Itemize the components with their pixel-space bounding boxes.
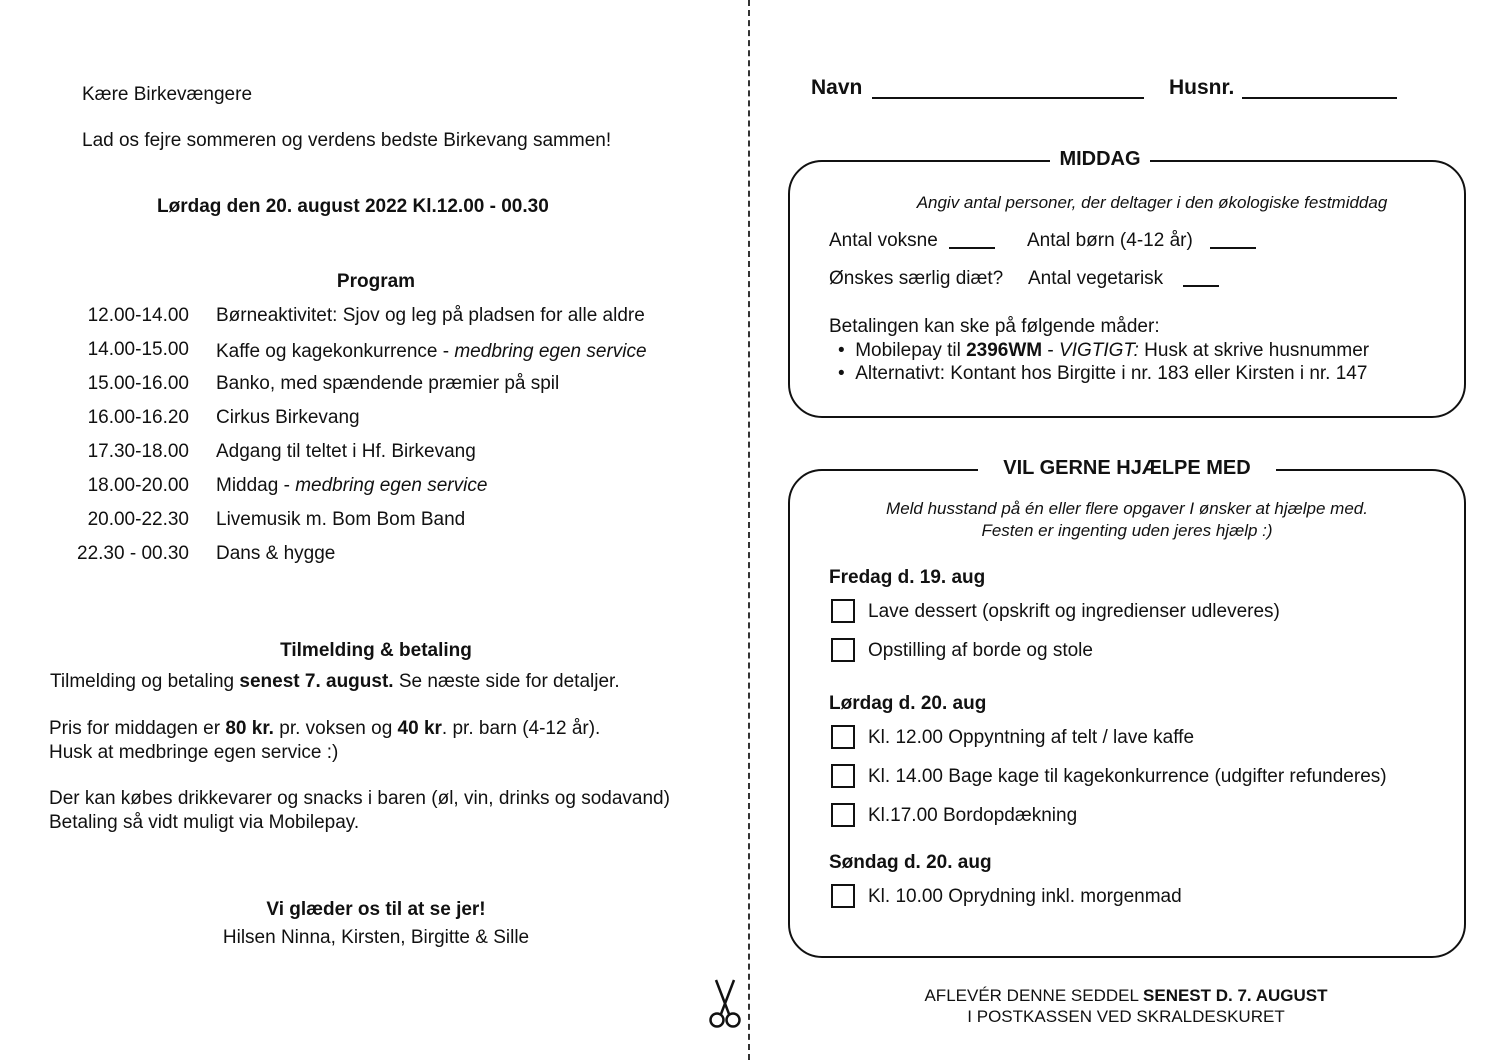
task-label: Kl.17.00 Bordopdækning [868, 805, 1078, 826]
service-note: Husk at medbringe egen service :) [49, 742, 339, 763]
schedule-desc: Børneaktivitet: Sjov og leg på pladsen for alle aldre [216, 305, 645, 326]
closing-text: Vi glæder os til at se jer! [266, 899, 486, 920]
scissors-icon [703, 978, 747, 1030]
payment-note: Betaling så vidt muligt via Mobilepay. [49, 812, 360, 833]
schedule-time: 18.00-20.00 [87, 475, 189, 496]
house-number-label: Husnr. [1169, 76, 1235, 99]
event-date: Lørdag den 20. august 2022 Kl.12.00 - 00.30 [157, 196, 549, 217]
schedule-time: 22.30 - 00.30 [77, 543, 189, 564]
vegetarian-label: Antal vegetarisk [1028, 268, 1164, 289]
schedule-desc: Kaffe og kagekonkurrence - medbring egen service [216, 341, 647, 362]
adults-label: Antal voksne [829, 230, 938, 251]
task-checkbox[interactable] [831, 725, 855, 749]
children-count-field[interactable] [1210, 247, 1256, 249]
diet-label: Ønskes særlig diæt? [829, 268, 1004, 289]
schedule-time: 15.00-16.00 [87, 373, 189, 394]
cut-line [748, 0, 750, 1060]
help-title: VIL GERNE HJÆLPE MED [978, 457, 1276, 480]
signup-title: Tilmelding & betaling [280, 640, 472, 661]
price-text: Pris for middagen er 80 kr. pr. voksen og 40 kr. pr. barn (4-12 år). [49, 718, 601, 739]
saturday-heading: Lørdag d. 20. aug [829, 693, 987, 714]
signature: Hilsen Ninna, Kirsten, Birgitte & Sille [222, 927, 530, 948]
dinner-title: MIDDAG [1050, 148, 1150, 171]
vegetarian-count-field[interactable] [1183, 285, 1219, 287]
return-location: I POSTKASSEN VED SKRALDESKURET [967, 1007, 1285, 1026]
schedule-time: 12.00-14.00 [87, 305, 189, 326]
schedule-desc: Adgang til teltet i Hf. Birkevang [216, 441, 476, 462]
task-label: Opstilling af borde og stole [868, 640, 1093, 661]
drinks-text: Der kan købes drikkevarer og snacks i baren (øl, vin, drinks og sodavand) [49, 788, 670, 809]
task-label: Kl. 10.00 Oprydning inkl. morgenmad [868, 886, 1182, 907]
schedule-desc: Dans & hygge [216, 543, 336, 564]
signup-text: Tilmelding og betaling senest 7. august. Se næste side for detaljer. [50, 671, 620, 692]
help-instruction: Meld husstand på én eller flere opgaver I ønsker at hjælpe med. [886, 499, 1368, 518]
schedule-desc: Middag - medbring egen service [216, 475, 488, 496]
name-label: Navn [811, 76, 863, 99]
task-checkbox[interactable] [831, 764, 855, 788]
sunday-heading: Søndag d. 20. aug [829, 852, 992, 873]
task-label: Lave dessert (opskrift og ingredienser udleveres) [868, 601, 1280, 622]
program-title: Program [336, 271, 416, 292]
schedule-desc: Banko, med spændende præmier på spil [216, 373, 560, 394]
name-field[interactable] [872, 97, 1144, 99]
payment-option-cash: • Alternativt: Kontant hos Birgitte i nr. 183 eller Kirsten i nr. 147 [838, 363, 1368, 384]
schedule-time: 16.00-16.20 [87, 407, 189, 428]
task-checkbox[interactable] [831, 803, 855, 827]
friday-heading: Fredag d. 19. aug [829, 567, 986, 588]
adults-count-field[interactable] [949, 247, 995, 249]
schedule-time: 17.30-18.00 [87, 441, 189, 462]
return-instruction: AFLEVÉR DENNE SEDDEL SENEST D. 7. AUGUST [924, 986, 1328, 1005]
schedule-desc: Cirkus Birkevang [216, 407, 360, 428]
payment-intro: Betalingen kan ske på følgende måder: [829, 316, 1160, 337]
payment-option-mobilepay: • Mobilepay til 2396WM - VIGTIGT: Husk at skrive husnummer [838, 340, 1370, 361]
house-number-field[interactable] [1242, 97, 1397, 99]
task-label: Kl. 14.00 Bage kage til kagekonkurrence (udgifter refunderes) [868, 766, 1387, 787]
task-label: Kl. 12.00 Oppyntning af telt / lave kaffe [868, 727, 1195, 748]
help-subnote: Festen er ingenting uden jeres hjælp :) [981, 521, 1273, 540]
children-label: Antal børn (4-12 år) [1027, 230, 1193, 251]
dinner-instruction: Angiv antal personer, der deltager i den økologiske festmiddag [916, 193, 1388, 212]
task-checkbox[interactable] [831, 884, 855, 908]
task-checkbox[interactable] [831, 599, 855, 623]
task-checkbox[interactable] [831, 638, 855, 662]
greeting: Kære Birkevængere [82, 84, 253, 105]
intro-text: Lad os fejre sommeren og verdens bedste Birkevang sammen! [82, 130, 612, 151]
schedule-time: 14.00-15.00 [87, 339, 189, 360]
schedule-desc: Livemusik m. Bom Bom Band [216, 509, 466, 530]
schedule-time: 20.00-22.30 [87, 509, 189, 530]
